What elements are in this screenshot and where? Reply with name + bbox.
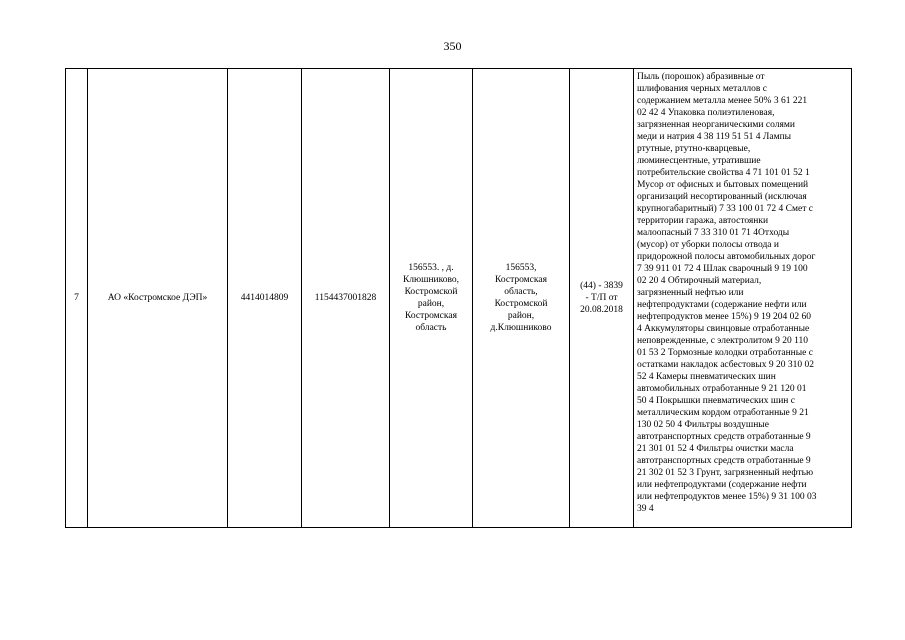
ogrn-cell: 1154437001828	[302, 69, 390, 528]
inn-cell: 4414014809	[228, 69, 302, 528]
row-number-cell: 7	[66, 69, 88, 528]
waste-registry-table	[65, 68, 852, 528]
object-address-cell: 156553, Костромская область, Костромской район, д.Клюшниково	[473, 69, 570, 528]
table-row	[66, 69, 852, 528]
company-name-cell: АО «Костромское ДЭП»	[88, 69, 228, 528]
legal-address-cell: 156553. , д. Клюшниково, Костромской район, Костромская область	[390, 69, 473, 528]
page-number: 350	[443, 39, 462, 53]
waste-list-cell: Пыль (порошок) абразивные от шлифования черных металлов с содержанием металла менее 50% 3 61 221 02 42 4 Упаковка полиэтиленовая, загрязненная неорганическими солями меди и натрия 4 38 119 51 51 4 Лампы ртутные, ртутно-кварцевые, люминесцентные, утратившие потребительские свойства 4 71 101 01 52 1 Мусор от офисных и бытовых помещений организаций несортированный (исключая крупногабаритный) 7 33 100 01 72 4 Смет с территории гаража, автостоянки малоопасный 7 33 310 01 71 4Отходы (мусор) от уборки полосы отвода и придорожной полосы автомобильных дорог 7 39 911 01 72 4 Шлак сварочный 9 19 100 02 20 4 Обтирочный материал, загрязненный нефтью или нефтепродуктами (содержание нефти или нефтепродуктов менее 15%) 9 19 204 02 60 4 Аккумуляторы свинцовые отработанные неповрежденные, с электролитом 9 20 110 01 53 2 Тормозные колодки отработанные с остатками накладок асбестовых 9 20 310 02 52 4 Камеры пневматических шин автомобильных отработанные 9 21 120 01 50 4 Покрышки пневматических шин с металлическим кордом отработанные 9 21 130 02 50 4 Фильтры воздушные автотранспортных средств отработанные 9 21 301 01 52 4 Фильтры очистки масла автотранспортных средств отработанные 9 21 302 01 52 3 Грунт, загрязненный нефтью или нефтепродуктами (содержание нефти или нефтепродуктов менее 15%) 9 31 100 03 39 4	[634, 69, 852, 528]
license-cell: (44) - 3839 - Т/П от 20.08.2018	[570, 69, 634, 528]
